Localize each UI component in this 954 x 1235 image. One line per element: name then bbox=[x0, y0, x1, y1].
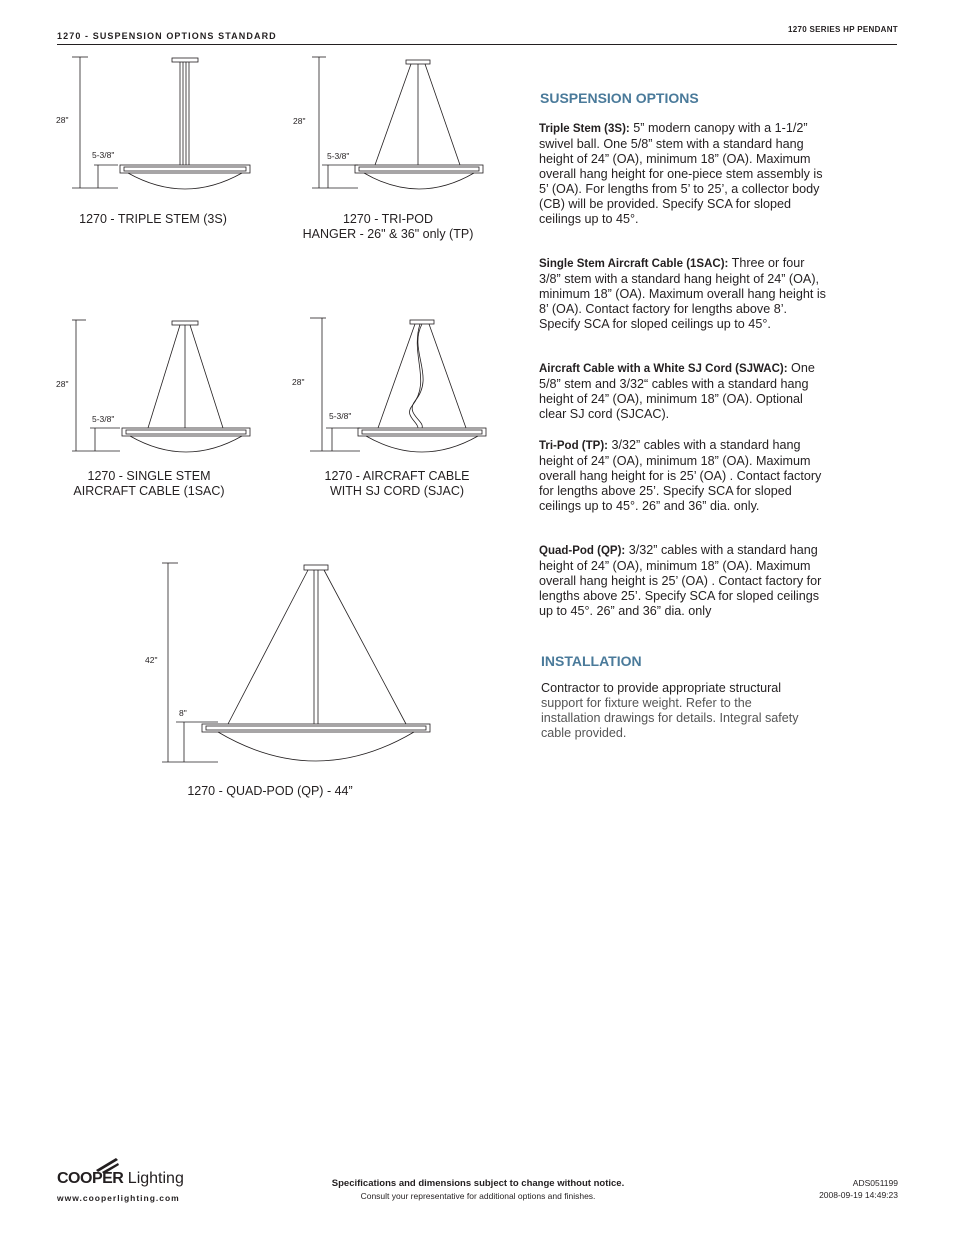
body-dimension: 5-3/8" bbox=[92, 150, 115, 160]
brand-name bbox=[57, 1170, 184, 1188]
figure-caption: 1270 - TRI-POD bbox=[342, 212, 434, 226]
website-link[interactable]: www.cooperlighting.com bbox=[57, 1193, 180, 1203]
option-label: Single Stem Aircraft Cable (1SAC): bbox=[539, 258, 729, 270]
option-label: Quad-Pod (QP): bbox=[539, 545, 626, 557]
body-dimension: 5-3/8" bbox=[329, 411, 352, 421]
option-text: 3/32” cables with a standard hang height of 24” (OA), minimum 18” (OA). Maximum overall hang height for is 25’ (OA) . Contact factory for lengths above 25’. Specify SCA for sloped ceilings up to 45°. 26” and 36” dia. only. bbox=[539, 438, 822, 513]
body-dimension: 5-3/8" bbox=[327, 151, 350, 161]
height-dimension: 28" bbox=[293, 116, 306, 126]
brand-light: Lighting bbox=[123, 1170, 184, 1187]
disclaimer-notice: Specifications and dimensions subject to change without notice. bbox=[331, 1178, 625, 1189]
triple-stem-drawing bbox=[60, 55, 270, 195]
installation-rest: support for fixture weight. Refer to the installation drawings for details. Integral safety cable provided. bbox=[541, 696, 799, 740]
suspension-options-heading: SUSPENSION OPTIONS bbox=[540, 90, 699, 106]
option-quadpod bbox=[539, 543, 829, 619]
figure-caption: 1270 - SINGLE STEM bbox=[87, 469, 211, 483]
figure-caption-line2: HANGER - 26" & 36" only (TP) bbox=[302, 227, 474, 241]
figure-caption-line2: WITH SJ CORD (SJAC) bbox=[329, 484, 465, 498]
option-text: One 5/8” stem and 3/32“ cables with a standard hang height of 24” (OA), minimum 18” (OA). Optional clear SJ cord (SJCAC). bbox=[539, 361, 815, 421]
product-series-title: 1270 SERIES HP PENDANT bbox=[787, 25, 898, 34]
document-date: 2008-09-19 14:49:23 bbox=[819, 1190, 898, 1200]
figure-caption: 1270 - QUAD-POD (QP) - 44” bbox=[187, 784, 353, 798]
aircraft-cord-drawing bbox=[300, 316, 510, 456]
height-dimension: 42" bbox=[145, 655, 158, 665]
figure-caption: 1270 - TRIPLE STEM (3S) bbox=[79, 212, 227, 226]
figure-caption: 1270 - AIRCRAFT CABLE bbox=[324, 469, 470, 483]
option-text: 5” modern canopy with a 1-1/2” swivel ball. One 5/8” stem with a standard hang height of 24” (OA), minimum 18” (OA). Maximum overall hang height for one-piece stem assembly is 5’ (OA). For lengths from 5’ to 25’, a collector body (CB) will be provided. Specify SCA for sloped ceilings up to 45°. bbox=[539, 121, 823, 226]
option-tripod bbox=[539, 438, 829, 514]
document-id: ADS051199 bbox=[852, 1178, 898, 1188]
height-dimension: 28" bbox=[56, 379, 69, 389]
disclaimer-sub: Consult your representative for additional options and finishes. bbox=[360, 1191, 596, 1201]
option-label: Triple Stem (3S): bbox=[539, 123, 630, 135]
figure-caption-line2: AIRCRAFT CABLE (1SAC) bbox=[73, 484, 225, 498]
option-text: Three or four 3/8” stem with a standard hang height of 24” (OA), minimum 18” (OA). Maximum overall hang height is 8’ (OA). Contact factory for lengths above 8’. Specify SCA for sloped ceilings up to 45°. bbox=[539, 256, 826, 331]
header-divider bbox=[57, 44, 897, 45]
option-single-stem bbox=[539, 256, 829, 332]
brand-bold: COOPER bbox=[57, 1170, 124, 1187]
tripod-drawing bbox=[300, 55, 510, 195]
quadpod-drawing bbox=[158, 560, 448, 770]
height-dimension: 28" bbox=[56, 115, 69, 125]
single-stem-drawing bbox=[60, 318, 270, 458]
body-dimension: 8" bbox=[179, 708, 187, 718]
installation-text bbox=[541, 681, 811, 741]
height-dimension: 28" bbox=[292, 377, 305, 387]
body-dimension: 5-3/8" bbox=[92, 414, 115, 424]
option-text: 3/32” cables with a standard hang height of 24” (OA), minimum 18” (OA). Maximum overall hang height is 25’ (OA) . Contact factory for lengths above 25’. Specify SCA for sloped ceilings up to 45°. 26” and 36” dia. only bbox=[539, 543, 822, 618]
page-section-title: 1270 - SUSPENSION OPTIONS STANDARD bbox=[57, 31, 277, 41]
installation-heading: INSTALLATION bbox=[541, 653, 642, 669]
option-label: Tri-Pod (TP): bbox=[539, 440, 608, 452]
installation-line: Contractor to provide appropriate structural bbox=[541, 681, 782, 695]
option-label: Aircraft Cable with a White SJ Cord (SJWAC): bbox=[539, 363, 788, 375]
option-aircraft-cable bbox=[539, 361, 829, 422]
option-triple-stem bbox=[539, 121, 829, 227]
